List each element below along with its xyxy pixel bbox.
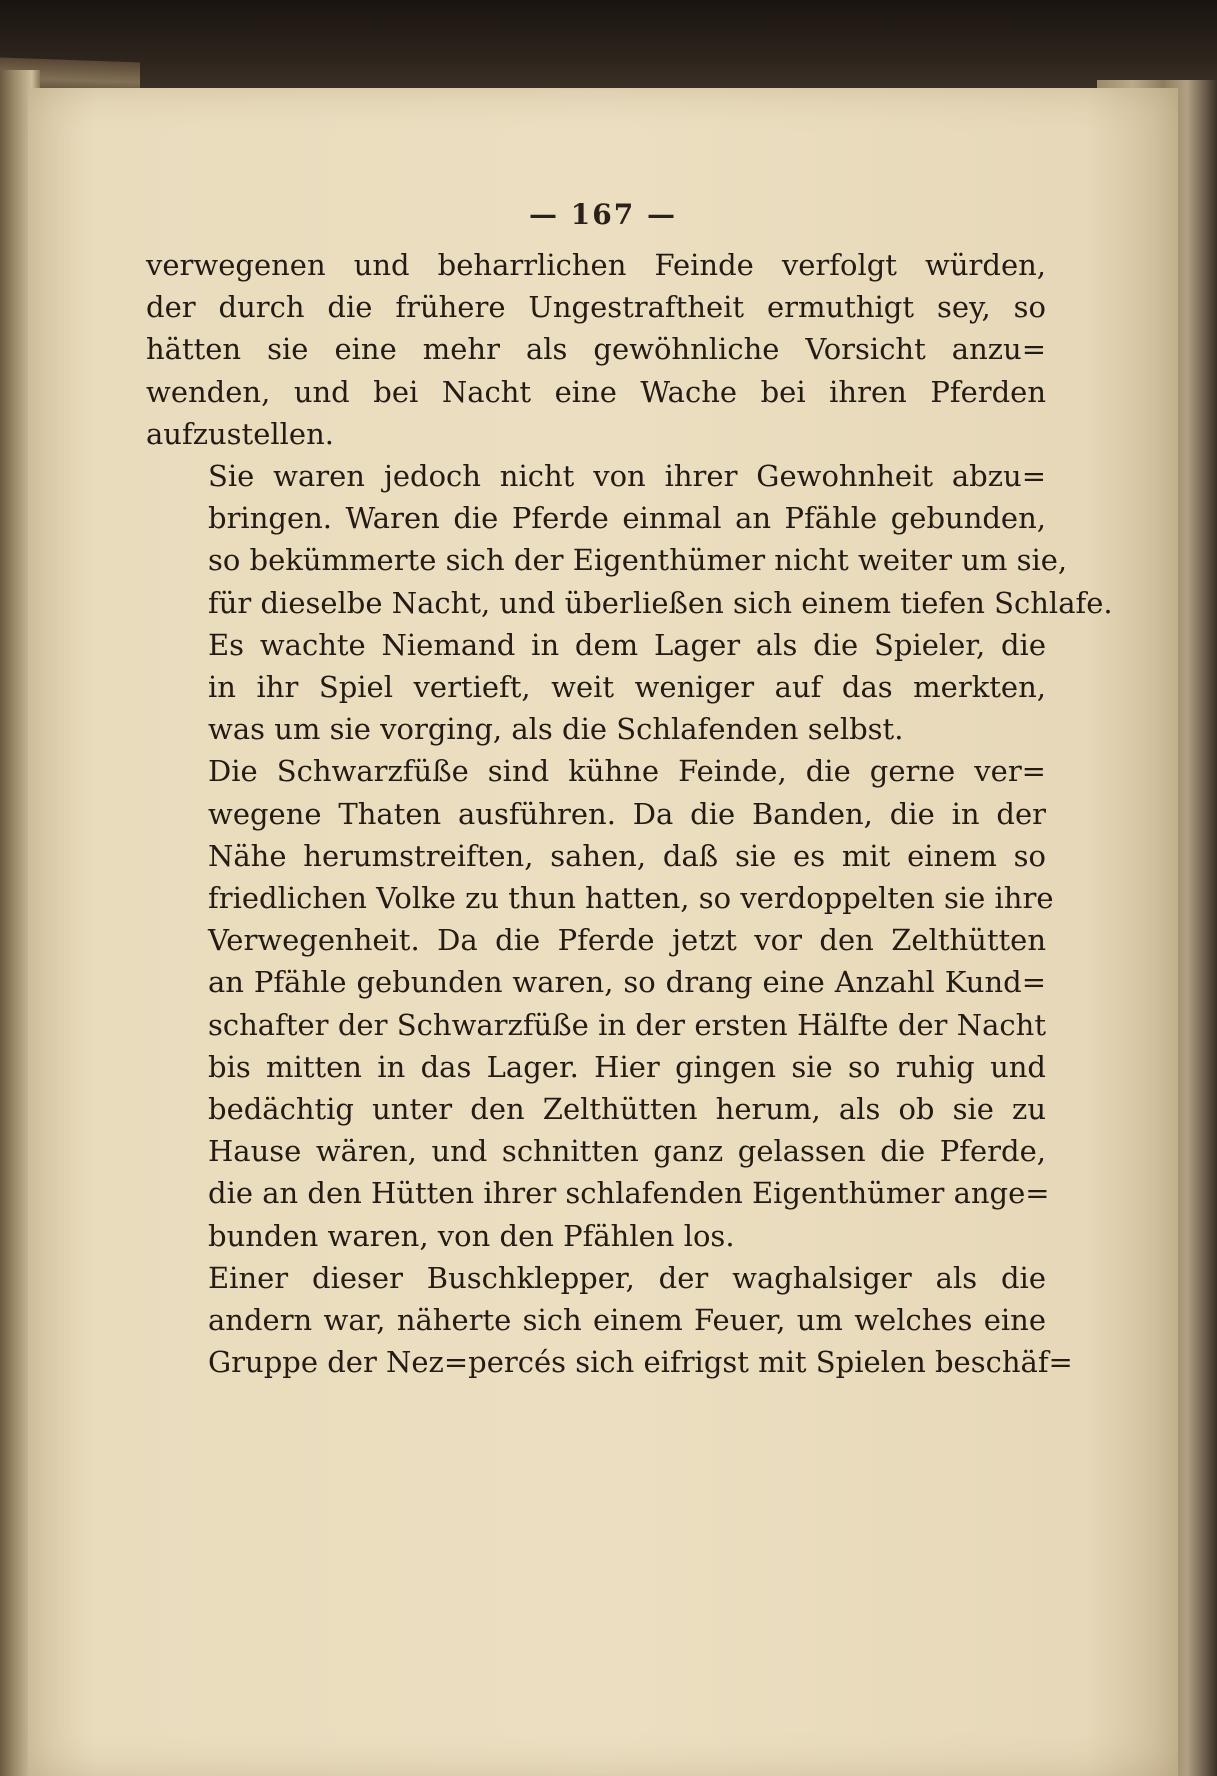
text-line: aufzustellen. [146, 416, 334, 451]
text-line: so bekümmerte sich der Eigenthümer nicht weiter um sie, [208, 543, 1068, 578]
text-line: Hause wären, und schnitten ganz gelassen die Pferde, [208, 1134, 1046, 1169]
text-line: Einer dieser Buschklepper, der waghalsiger als die [208, 1260, 1046, 1295]
text-line: was um sie vorging, als die Schlafenden selbst. [208, 712, 904, 747]
text-line: friedlichen Volke zu thun hatten, so verdoppelten sie ihre [208, 881, 1054, 916]
text-line: Die Schwarzfüße sind kühne Feinde, die gerne ver= [208, 754, 1046, 789]
paragraph-2 [146, 455, 1113, 750]
scan-background-top [0, 0, 1217, 90]
text-line: bis mitten in das Lager. Hier gingen sie so ruhig und [208, 1049, 1046, 1084]
text-line: schafter der Schwarzfüße in der ersten Hälfte der Nacht [208, 1007, 1046, 1042]
text-line: die an den Hütten ihrer schlafenden Eigenthümer ange= [208, 1176, 1050, 1211]
text-line: der durch die frühere Ungestraftheit ermuthigt sey, so [146, 290, 1046, 325]
text-line: verwegenen und beharrlichen Feinde verfolgt würden, [146, 248, 1046, 282]
text-line: hätten sie eine mehr als gewöhnliche Vorsicht anzu= [146, 332, 1046, 367]
text-line: Verwegenheit. Da die Pferde jetzt vor den Zelthütten [208, 923, 1046, 958]
page-number: — 167 — [529, 198, 677, 231]
text-line: bringen. Waren die Pferde einmal an Pfähle gebunden, [208, 501, 1046, 536]
text-line: wegene Thaten ausführen. Da die Banden, die in der [208, 796, 1046, 831]
paragraph-4 [146, 1257, 1073, 1384]
book-page [28, 88, 1178, 1776]
text-line: Gruppe der Nez=percés sich eifrigst mit Spielen beschäf= [208, 1345, 1073, 1380]
text-line: bedächtig unter den Zelthütten herum, als ob sie zu [208, 1092, 1046, 1127]
text-line: bunden waren, von den Pfählen los. [208, 1218, 735, 1253]
text-line: wenden, und bei Nacht eine Wache bei ihren Pferden [146, 374, 1046, 409]
text-line: an Pfähle gebunden waren, so drang eine Anzahl Kund= [208, 965, 1046, 1000]
paragraph-3 [146, 750, 1054, 1256]
text-line: in ihr Spiel vertieft, weit weniger auf das merkten, [208, 670, 1046, 705]
text-line: Nähe herumstreiften, sahen, daß sie es mit einem so [208, 838, 1046, 873]
text-line: Es wachte Niemand in dem Lager als die Spieler, die [208, 627, 1046, 662]
paragraph-1 [146, 244, 1046, 455]
text-line: für dieselbe Nacht, und überließen sich einem tiefen Schlafe. [208, 585, 1113, 620]
body-text [146, 244, 1113, 1383]
text-line: Sie waren jedoch nicht von ihrer Gewohnheit abzu= [208, 459, 1046, 494]
text-line: andern war, näherte sich einem Feuer, um welches eine [208, 1303, 1046, 1338]
